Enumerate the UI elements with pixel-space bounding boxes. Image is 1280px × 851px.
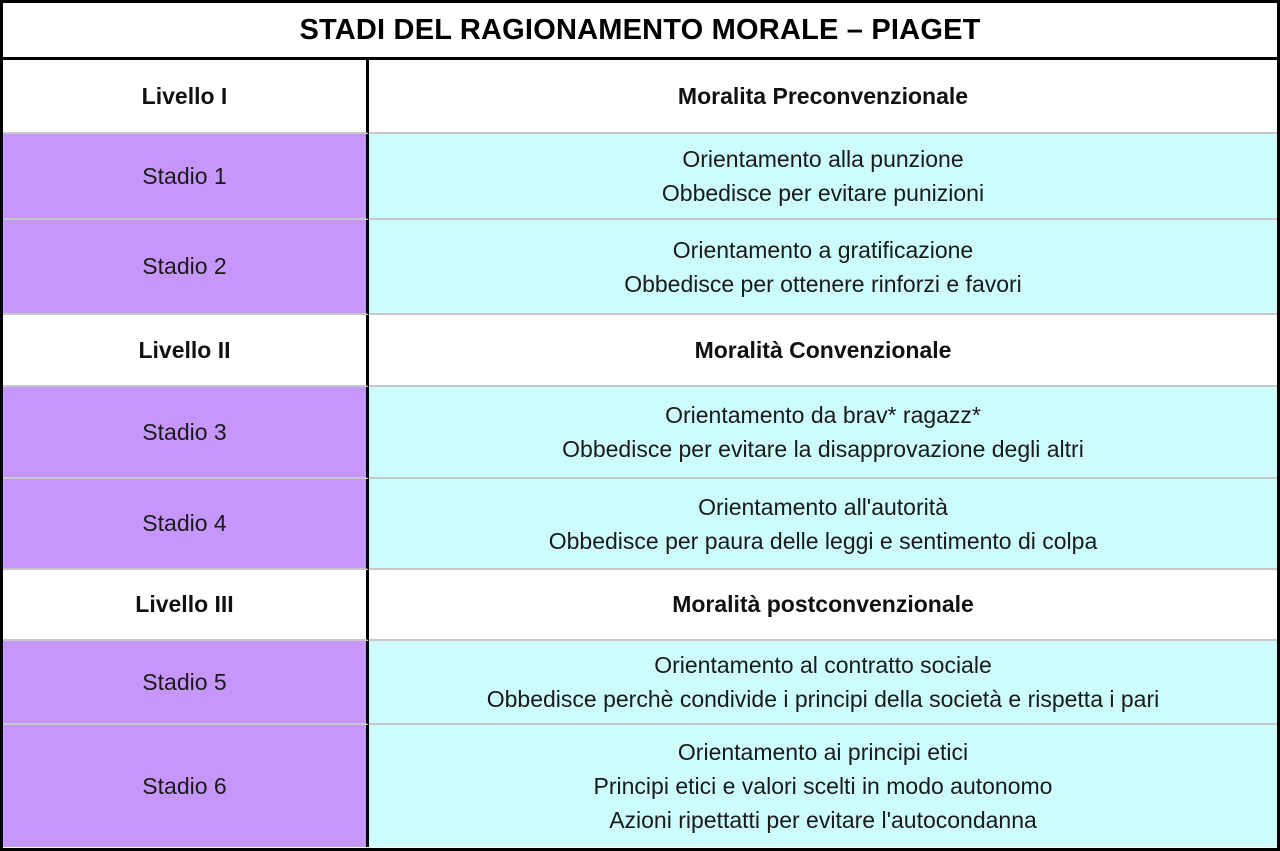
level-title-text: Moralità postconvenzionale <box>672 591 974 617</box>
stage-label-5: Stadio 5 <box>3 641 369 725</box>
stage-description-1 <box>369 134 1277 220</box>
stage-label-4: Stadio 4 <box>3 479 369 570</box>
table-body <box>3 60 1277 847</box>
stage-behavior: Obbedisce per ottenere rinforzi e favori <box>624 270 1022 297</box>
stage-orientation: Orientamento all'autorità <box>698 493 948 520</box>
level-label-3: Livello III <box>3 570 369 641</box>
table-title: STADI DEL RAGIONAMENTO MORALE – PIAGET <box>3 3 1277 60</box>
stage-orientation: Orientamento ai principi etici <box>677 739 969 765</box>
stage-behavior: Obbedisce per paura delle leggi e sentimento di colpa <box>548 527 1098 554</box>
stage-description-6 <box>369 725 1277 847</box>
stage-label-3: Stadio 3 <box>3 387 369 479</box>
stage-behavior: Obbedisce perchè condivide i principi della società e rispetta i pari <box>486 686 1160 712</box>
level-label-2: Livello II <box>3 315 369 387</box>
stage-label-1: Stadio 1 <box>3 134 369 220</box>
level-title-2 <box>369 315 1277 387</box>
stage-behavior: Obbedisce per evitare punizioni <box>661 180 985 206</box>
stage-description-5 <box>369 641 1277 725</box>
stage-label-6: Stadio 6 <box>3 725 369 847</box>
stage-orientation: Orientamento a gratificazione <box>672 236 974 263</box>
stage-description-2 <box>369 220 1277 315</box>
level-title-text: Moralità Convenzionale <box>694 336 952 363</box>
level-title-text: Moralita Preconvenzionale <box>677 82 969 109</box>
level-title-1 <box>369 60 1277 134</box>
stage-orientation: Orientamento alla punzione <box>682 146 964 172</box>
stage-orientation: Orientamento da brav* ragazz* <box>665 402 981 428</box>
level-title-3 <box>369 570 1277 641</box>
stage-behavior: Azioni ripettatti per evitare l'autocondanna <box>609 807 1037 833</box>
stage-principles: Principi etici e valori scelti in modo autonomo <box>593 773 1053 799</box>
stage-label-2: Stadio 2 <box>3 220 369 315</box>
stage-description-4 <box>369 479 1277 570</box>
stage-description-3 <box>369 387 1277 479</box>
stage-behavior: Obbedisce per evitare la disapprovazione degli altri <box>562 436 1084 462</box>
stage-orientation: Orientamento al contratto sociale <box>654 652 992 678</box>
level-label-1: Livello I <box>3 60 369 134</box>
